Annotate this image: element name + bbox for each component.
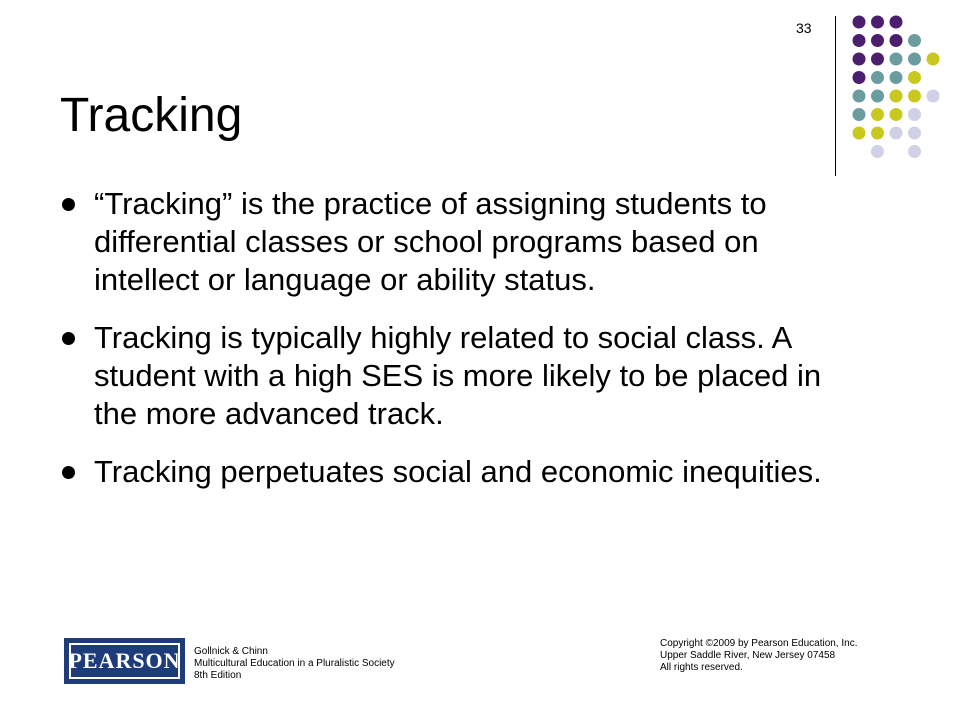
decorative-dot xyxy=(927,90,940,103)
decorative-dot xyxy=(871,90,884,103)
decorative-dot xyxy=(908,71,921,84)
decorative-dot xyxy=(871,16,884,29)
decorative-dot xyxy=(853,16,866,29)
decorative-dot xyxy=(853,108,866,121)
decorative-dot xyxy=(927,53,940,66)
decorative-dot xyxy=(890,53,903,66)
book-authors: Gollnick & Chinn xyxy=(194,646,268,657)
bullet-list xyxy=(60,185,860,511)
bullet-text: Tracking is typically highly related to social class. A student with a high SES is more likely to be placed in the more advanced track. xyxy=(94,320,822,431)
copyright-notice xyxy=(660,638,858,674)
publisher-address: Upper Saddle River, New Jersey 07458 xyxy=(660,650,836,661)
decorative-dot xyxy=(908,90,921,103)
book-edition: 8th Edition xyxy=(194,670,242,681)
decorative-dot xyxy=(890,34,903,47)
slide-title: Tracking xyxy=(60,89,243,142)
decorative-dot xyxy=(890,90,903,103)
bullet-icon xyxy=(62,198,75,211)
decorative-dot xyxy=(853,90,866,103)
decorative-dot xyxy=(890,108,903,121)
bullet-item xyxy=(60,185,860,299)
decorative-dot xyxy=(853,71,866,84)
decorative-dot xyxy=(871,53,884,66)
bullet-text: Tracking perpetuates social and economic inequities. xyxy=(94,454,822,489)
decorative-dot xyxy=(871,145,884,158)
copyright-line: Copyright ©2009 by Pearson Education, Inc. xyxy=(660,638,858,649)
decorative-dot xyxy=(871,71,884,84)
bullet-icon xyxy=(62,332,75,345)
decorative-dot xyxy=(890,16,903,29)
decorative-dot xyxy=(853,53,866,66)
decorative-dot xyxy=(871,34,884,47)
decorative-dot xyxy=(890,71,903,84)
decorative-dot xyxy=(871,127,884,140)
decorative-dot xyxy=(890,127,903,140)
decorative-dot xyxy=(908,145,921,158)
decorative-dot xyxy=(908,34,921,47)
book-title: Multicultural Education in a Pluralistic Society xyxy=(194,658,395,669)
bullet-icon xyxy=(62,466,75,479)
decorative-dot xyxy=(908,53,921,66)
pearson-logo xyxy=(64,638,185,684)
decorative-dot xyxy=(908,127,921,140)
decorative-dot xyxy=(908,108,921,121)
bullet-item xyxy=(60,319,860,433)
pearson-logo-text: PEARSON xyxy=(69,643,180,679)
rights-reserved: All rights reserved. xyxy=(660,662,743,673)
decorative-dot xyxy=(871,108,884,121)
decorative-dot xyxy=(853,127,866,140)
book-credits xyxy=(194,646,395,682)
page-number: 33 xyxy=(796,20,812,36)
decorative-dot xyxy=(853,34,866,47)
bullet-item xyxy=(60,453,860,491)
bullet-text: “Tracking” is the practice of assigning students to differential classes or school programs based on intellect or language or ability status. xyxy=(94,186,767,297)
